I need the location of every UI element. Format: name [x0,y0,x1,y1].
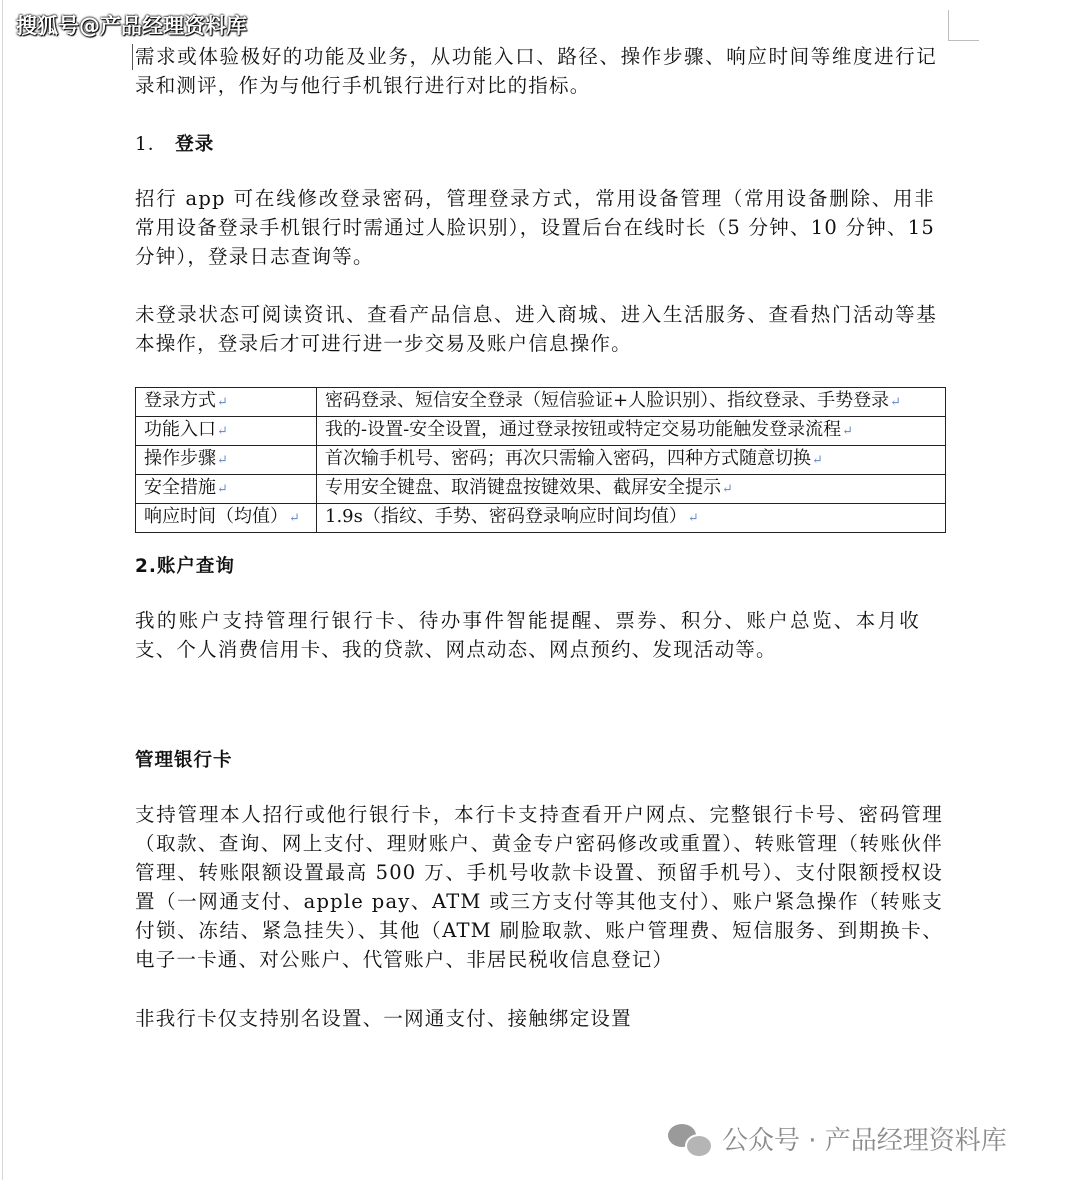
section2-heading: 2.账户查询 [135,556,235,577]
page-edge [2,0,3,1180]
section1-number: 1． [135,134,168,155]
section2-paragraph: 我的账户支持管理行银行卡、待办事件智能提醒、票券、积分、账户总览、本月收支、个人消费信用卡、我的贷款、网点动态、网点预约、发现活动等。 [135,609,920,661]
table-key-cell: 安全措施↵ [136,475,317,504]
watermark-bottom-text: 公众号 · 产品经理资料库 [722,1126,1007,1156]
table-value-cell: 首次输手机号、密码；再次只需输入密码，四种方式随意切换↵ [317,446,946,475]
table-row [136,475,946,504]
section1-heading [135,130,214,156]
table-key-cell: 操作步骤↵ [136,446,317,475]
text-cursor [132,44,133,70]
wechat-icon [668,1122,712,1156]
table-value-cell: 1.9s（指纹、手势、密码登录响应时间均值）↵ [317,504,946,533]
page-corner-mark [948,10,979,41]
table-value-cell: 我的-设置-安全设置，通过登录按钮或特定交易功能触发登录流程↵ [317,417,946,446]
table-value-cell: 密码登录、短信安全登录（短信验证+人脸识别）、指纹登录、手势登录↵ [317,388,946,417]
table-row [136,388,946,417]
table-key-cell: 功能入口↵ [136,417,317,446]
intro-paragraph: 需求或体验极好的功能及业务，从功能入口、路径、操作步骤、响应时间等维度进行记录和测评，作为与他行手机银行进行对比的指标。 [135,45,937,97]
watermark-bottom [668,1120,1007,1157]
section1-paragraph-2: 未登录状态可阅读资讯、查看产品信息、进入商城、进入生活服务、查看热门活动等基本操作，登录后才可进行进一步交易及账户信息操作。 [135,303,937,355]
section3-heading: 管理银行卡 [135,750,233,771]
table-key-cell: 响应时间（均值）↵ [136,504,317,533]
section1-title: 登录 [175,134,215,155]
section1-paragraph-1: 招行 app 可在线修改登录密码，管理登录方式，常用设备管理（常用设备删除、用非常用设备登录手机银行时需通过人脸识别），设置后台在线时长（5 分钟、10 分钟、15 分钟），登录日志查询等。 [135,187,935,268]
login-info-table [135,387,946,533]
table-key-cell: 登录方式↵ [136,388,317,417]
table-row [136,417,946,446]
watermark-top: 搜狐号@产品经理资料库 [16,14,247,38]
table-row [136,446,946,475]
table-value-cell: 专用安全键盘、取消键盘按键效果、截屏安全提示↵ [317,475,946,504]
table-row [136,504,946,533]
section3-paragraph-2: 非我行卡仅支持别名设置、一网通支付、接触绑定设置 [135,1007,632,1030]
section3-paragraph-1: 支持管理本人招行或他行银行卡，本行卡支持查看开户网点、完整银行卡号、密码管理（取款、查询、网上支付、理财账户、黄金专户密码修改或重置）、转账管理（转账伙伴管理、转账限额设置最高 500 万、手机号收款卡设置、预留手机号）、支付限额授权设置（一网通支付、apple pay、ATM 或三方支付等其他支付）、账户紧急操作（转账支付锁、冻结、紧急挂失）、其他（ATM 刷脸取款、账户管理费、短信服务、到期换卡、电子一卡通、对公账户、代管账户、非居民税收信息登记） [135,803,943,971]
